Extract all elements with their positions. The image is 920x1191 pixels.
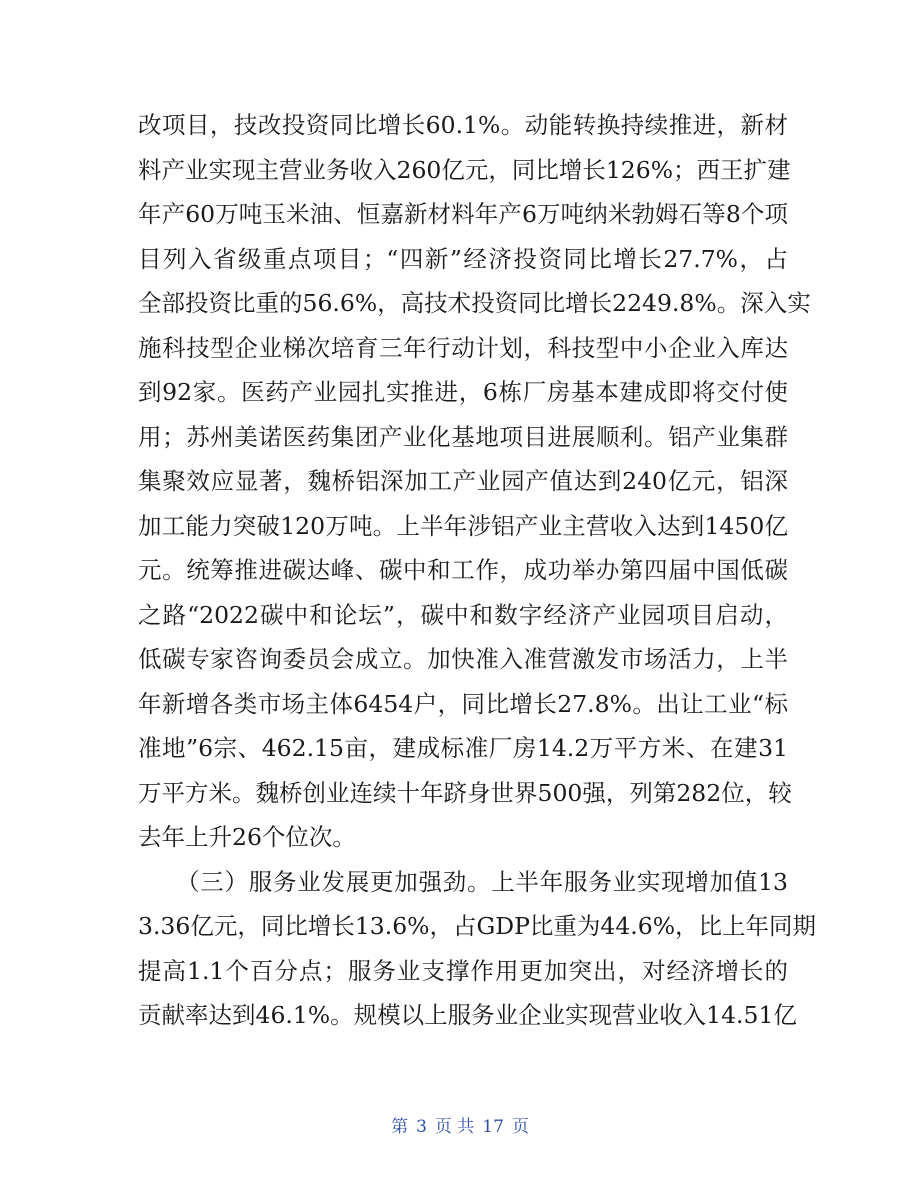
total-pages-number: 17 <box>482 1117 504 1137</box>
page-label-suffix: 页 <box>511 1117 529 1137</box>
text-line: 年新增各类市场主体6454户，同比增长27.8%。出让工业“标 <box>138 689 788 718</box>
text-line: 准地”6宗、462.15亩，建成标准厂房14.2万平方米、在建31 <box>138 734 788 762</box>
text-line: 加工能力突破120万吨。上半年涉铝产业主营收入达到1450亿 <box>138 511 788 540</box>
text-line: 贡献率达到46.1%。规模以上服务业企业实现营业收入14.51亿 <box>138 1001 797 1029</box>
paragraph-end-line: 去年上升26个位次。 <box>138 823 356 851</box>
text-line: 元。统筹推进碳达峰、碳中和工作，成功举办第四届中国低碳 <box>138 556 788 584</box>
current-page-number: 3 <box>416 1117 427 1137</box>
text-line: 3.36亿元，同比增长13.6%，占GDP比重为44.6%，比上年同期 <box>138 912 817 940</box>
text-line: 目列入省级重点项目；“四新”经济投资同比增长27.7%，占 <box>138 244 788 273</box>
text-line: 施科技型企业梯次培育三年行动计划，科技型中小企业入库达 <box>138 333 788 362</box>
text-line: 低碳专家咨询委员会成立。加快准入准营激发市场活力，上半 <box>138 645 788 673</box>
text-line: 用；苏州美诺医药集团产业化基地项目进展顺利。铝产业集群 <box>138 422 788 451</box>
text-line: 提高1.1个百分点；服务业支撑作用更加突出，对经济增长的 <box>138 956 788 985</box>
text-line: 到92家。医药产业园扎实推进，6栋厂房基本建成即将交付使 <box>138 378 788 406</box>
text-line: 全部投资比重的56.6%，高技术投资同比增长2249.8%。深入实 <box>138 289 811 317</box>
page-label-mid: 页 共 <box>434 1117 475 1137</box>
text-line: 改项目，技改投资同比增长60.1%。动能转换持续推进，新材 <box>138 111 788 139</box>
section-heading-line: （三）服务业发展更加强劲。上半年服务业实现增加值13 <box>176 867 788 896</box>
text-line: 料产业实现主营业务收入260亿元，同比增长126%；西王扩建 <box>138 155 791 184</box>
text-line: 集聚效应显著，魏桥铝深加工产业园产值达到240亿元，铝深 <box>138 467 788 495</box>
body-text <box>138 103 817 1038</box>
page-label-prefix: 第 <box>391 1117 409 1137</box>
text-line: 万平方米。魏桥创业连续十年跻身世界500强，列第282位，较 <box>138 778 792 807</box>
text-line: 年产60万吨玉米油、恒嘉新材料年产6万吨纳米勃姆石等8个项 <box>138 200 788 228</box>
page-footer <box>0 1112 920 1137</box>
text-line: 之路“2022碳中和论坛”，碳中和数字经济产业园项目启动， <box>138 600 788 629</box>
